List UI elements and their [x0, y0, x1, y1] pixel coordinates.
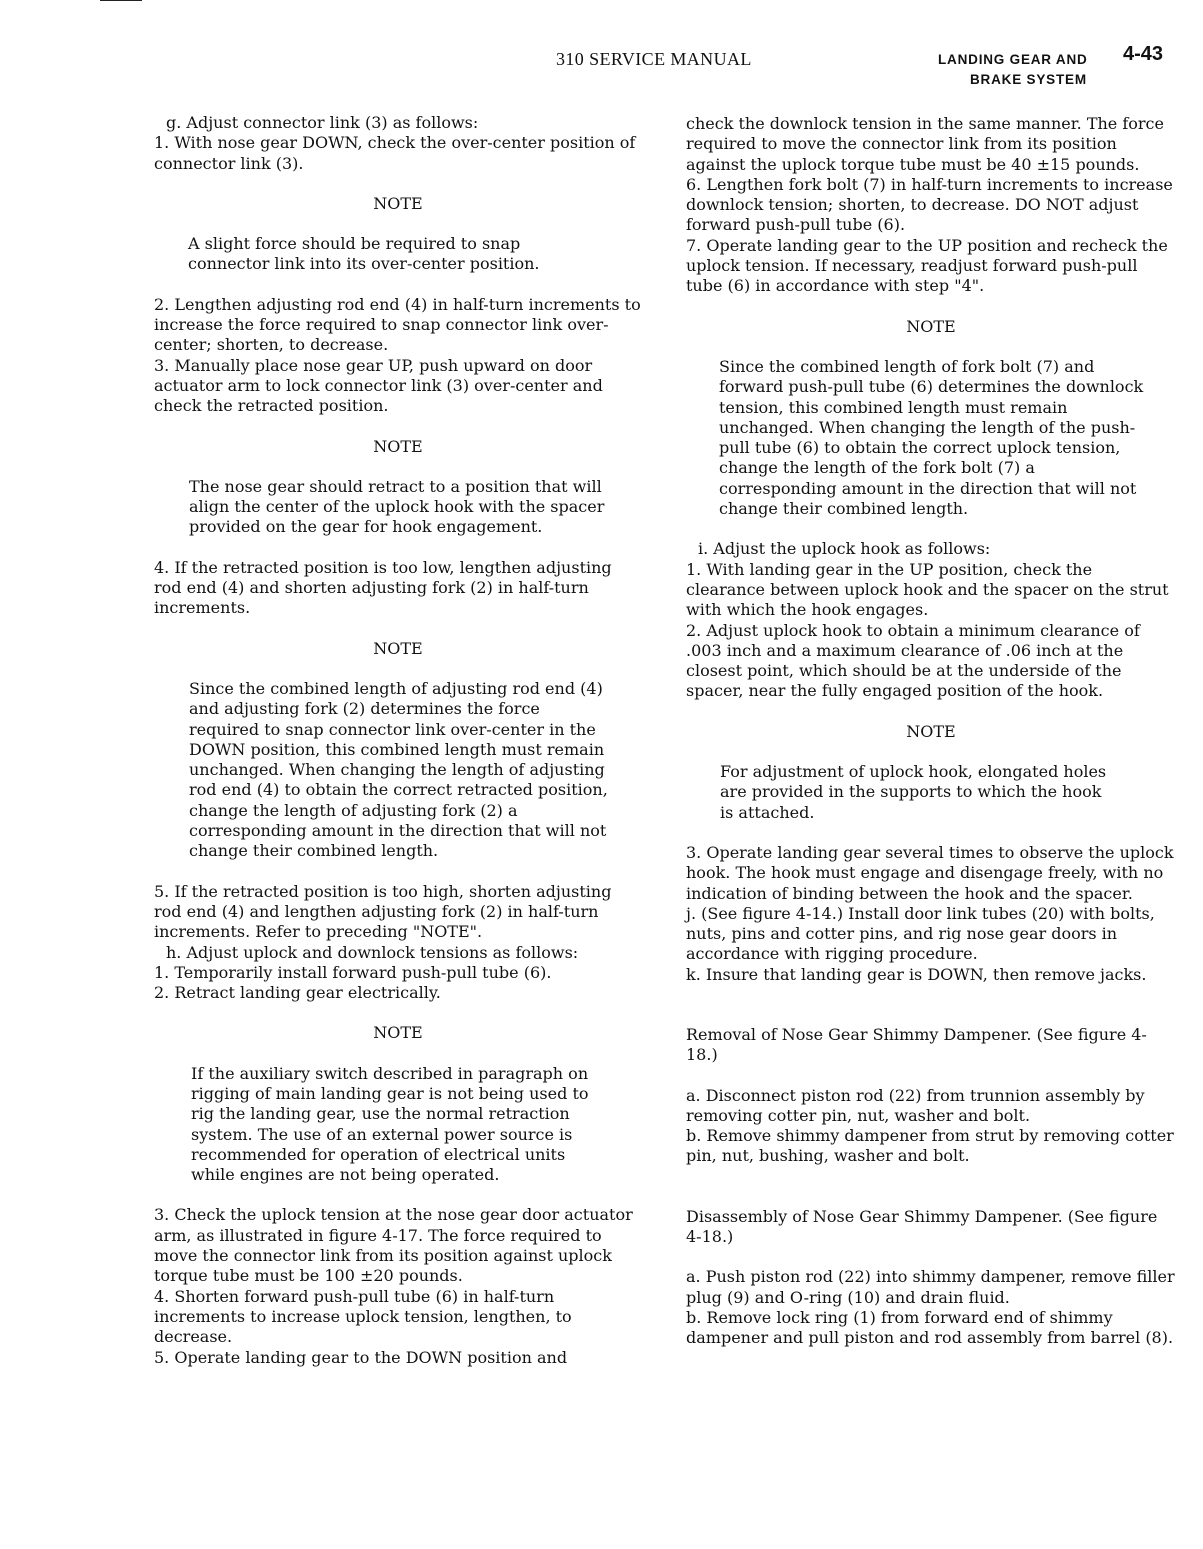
step-h4: 4. Shorten forward push-pull tube (6) in half-turn increments to increase uplock tension, lengthen, to decrease. [154, 1286, 572, 1347]
note-title: NOTE [373, 193, 423, 213]
note-text: For adjustment of uplock hook, elongated holes are provided in the supports to which the hook is attached. [720, 762, 1107, 822]
section-heading-removal: Removal of Nose Gear Shimmy Dampener. (See figure 4-18.) [686, 1024, 1147, 1065]
note-title: NOTE [373, 638, 423, 658]
step-g5: 5. If the retracted position is too high, shorten adjusting rod end (4) and lengthen adjusting fork (2) in half-turn increments. Refer to preceding "NOTE". [154, 881, 612, 942]
step-i2: 2. Adjust uplock hook to obtain a minimum clearance of .003 inch and a maximum clearance of .06 inch at the closest point, which should be at the underside of the spacer, near the fully engaged position of the hook. [686, 620, 1140, 701]
top-edge-rule [100, 0, 142, 1]
section-title-line2: BRAKE SYSTEM [970, 72, 1087, 87]
step-h1: 1. Temporarily install forward push-pull tube (6). [154, 962, 552, 982]
page-number: 4-43 [1123, 43, 1164, 65]
manual-title: 310 SERVICE MANUAL [556, 49, 752, 69]
note-text: Since the combined length of fork bolt (7) and forward push-pull tube (6) determines the downlock tension, this combined length must remain unchanged. When changing the length of the push-pull tube (6) to obtain the correct uplock tension, change the length of the fork bolt (7) a corresponding amount in the direction that will not change their combined length. [719, 356, 1144, 519]
step-k: k. Insure that landing gear is DOWN, then remove jacks. [686, 964, 1147, 984]
note-text: If the auxiliary switch described in paragraph on rigging of main landing gear is not being used to rig the landing gear, use the normal retraction system. The use of an external power source is recommended for operation of electrical units while engines are not being operated. [191, 1063, 589, 1185]
step-i3: 3. Operate landing gear several times to observe the uplock hook. The hook must engage and disengage freely, with no indication of binding between the hook and the spacer. [686, 842, 1174, 903]
removal-step-a: a. Disconnect piston rod (22) from trunnion assembly by removing cotter pin, nut, washer and bolt. [686, 1085, 1145, 1125]
note-text: Since the combined length of adjusting rod end (4) and adjusting fork (2) determines the force required to snap connector link over-center in the DOWN position, this combined length must remain unchanged. When changing the length of adjusting rod end (4) to obtain the correct retracted position, change the length of adjusting fork (2) a corresponding amount in the direction that will not change their combined length. [189, 678, 608, 861]
note-text: A slight force should be required to snap connector link into its over-center position. [188, 234, 540, 274]
note-title: NOTE [906, 316, 956, 336]
step-g3: 3. Manually place nose gear UP, push upward on door actuator arm to lock connector link (3) over-center and check the retracted position. [154, 355, 603, 416]
step-g-heading: g. Adjust connector link (3) as follows: [166, 113, 479, 132]
step-h7: 7. Operate landing gear to the UP position and recheck the uplock tension. If necessary, readjust forward push-pull tube (6) in accordance with step "4". [686, 235, 1168, 296]
step-h2: 2. Retract landing gear electrically. [154, 983, 441, 1003]
step-g2: 2. Lengthen adjusting rod end (4) in half-turn increments to increase the force required to snap connector link over-center; shorten, to decrease. [154, 294, 641, 355]
note-title: NOTE [373, 436, 423, 456]
step-h5: 5. Operate landing gear to the DOWN position and [154, 1347, 568, 1367]
disassembly-step-b: b. Remove lock ring (1) from forward end of shimmy dampener and pull piston and rod assembly from barrel (8). [686, 1307, 1174, 1348]
removal-step-b: b. Remove shimmy dampener from strut by removing cotter pin, nut, bushing, washer and bolt. [686, 1126, 1174, 1166]
step-h3: 3. Check the uplock tension at the nose gear door actuator arm, as illustrated in figure 4-17. The force required to move the connector link from its position against uplock torque tube must be 100 ±20 pounds. [154, 1205, 633, 1286]
step-h6: 6. Lengthen fork bolt (7) in half-turn increments to increase downlock tension; shorten, to decrease. DO NOT adjust forward push-pull tube (6). [686, 174, 1173, 235]
step-h4-continued: check the downlock tension in the same manner. The force required to move the connector link from its position against the uplock torque tube must be 40 ±15 pounds. [686, 114, 1164, 174]
left-column [154, 113, 642, 1368]
step-g1: 1. With nose gear DOWN, check the over-center position of connector link (3). [154, 133, 636, 173]
step-j: j. (See figure 4-14.) Install door link tubes (20) with bolts, nuts, pins and cotter pins, and rig nose gear doors in accordance with rigging procedure. [686, 903, 1155, 964]
section-heading-disassembly: Disassembly of Nose Gear Shimmy Dampener. (See figure 4-18.) [686, 1206, 1158, 1247]
step-g4: 4. If the retracted position is too low, lengthen adjusting rod end (4) and shorten adjusting fork (2) in half-turn increments. [154, 557, 612, 618]
step-i1: 1. With landing gear in the UP position, check the clearance between uplock hook and the spacer on the strut with which the hook engages. [686, 559, 1169, 620]
step-i-heading: i. Adjust the uplock hook as follows: [698, 539, 991, 559]
note-title: NOTE [373, 1023, 423, 1043]
step-h-heading: h. Adjust uplock and downlock tensions as follows: [166, 942, 579, 962]
note-title: NOTE [906, 721, 956, 741]
section-title-line1: LANDING GEAR AND [938, 52, 1088, 67]
right-column [686, 114, 1176, 1349]
note-text: The nose gear should retract to a position that will align the center of the uplock hook with the spacer provided on the gear for hook engagement. [189, 476, 605, 537]
disassembly-step-a: a. Push piston rod (22) into shimmy dampener, remove filler plug (9) and O-ring (10) and drain fluid. [686, 1267, 1175, 1307]
